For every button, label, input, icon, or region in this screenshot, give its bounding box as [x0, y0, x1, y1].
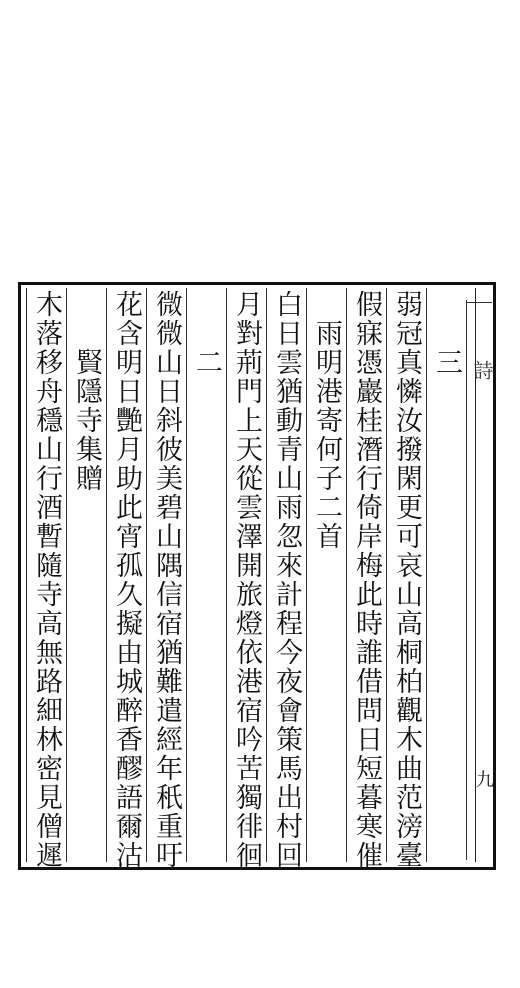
fold-edge-title: 詩: [470, 360, 494, 390]
text-column-7: 白日雲猶動青山雨忽來計程今夜會策馬出村回: [271, 290, 302, 870]
text-column-1: 木落移舟穩山行酒暫隨寺高無路細林密見僧遲: [31, 290, 62, 870]
text-column-2: 賢隱寺集贈: [71, 290, 102, 493]
text-column-11: 三: [431, 290, 462, 377]
text-column-4: 微微山日斜彼美碧山隅信宿猶難遣經年秖重吁: [151, 290, 182, 870]
text-column-3: 花含明日艷月助此宵孤久擬由城醉香醪語爾沽: [111, 290, 142, 870]
text-column-8: 雨明港寄何子二首: [311, 290, 342, 551]
fold-mark: [466, 288, 492, 303]
text-column-9: 假寐憑巖桂潛行倚岸梅此時誰借問日短暮寒催: [351, 290, 382, 870]
text-column-5: 二: [191, 290, 222, 377]
fold-edge-page-number: 九: [473, 770, 494, 794]
text-column-10: 弱冠真憐汝撥閑更可哀山高桐柏觀木曲范滂臺: [391, 290, 422, 870]
text-column-6: 月對荊門上天從雲澤開旅燈依港宿吟苦獨徘徊: [231, 290, 262, 870]
